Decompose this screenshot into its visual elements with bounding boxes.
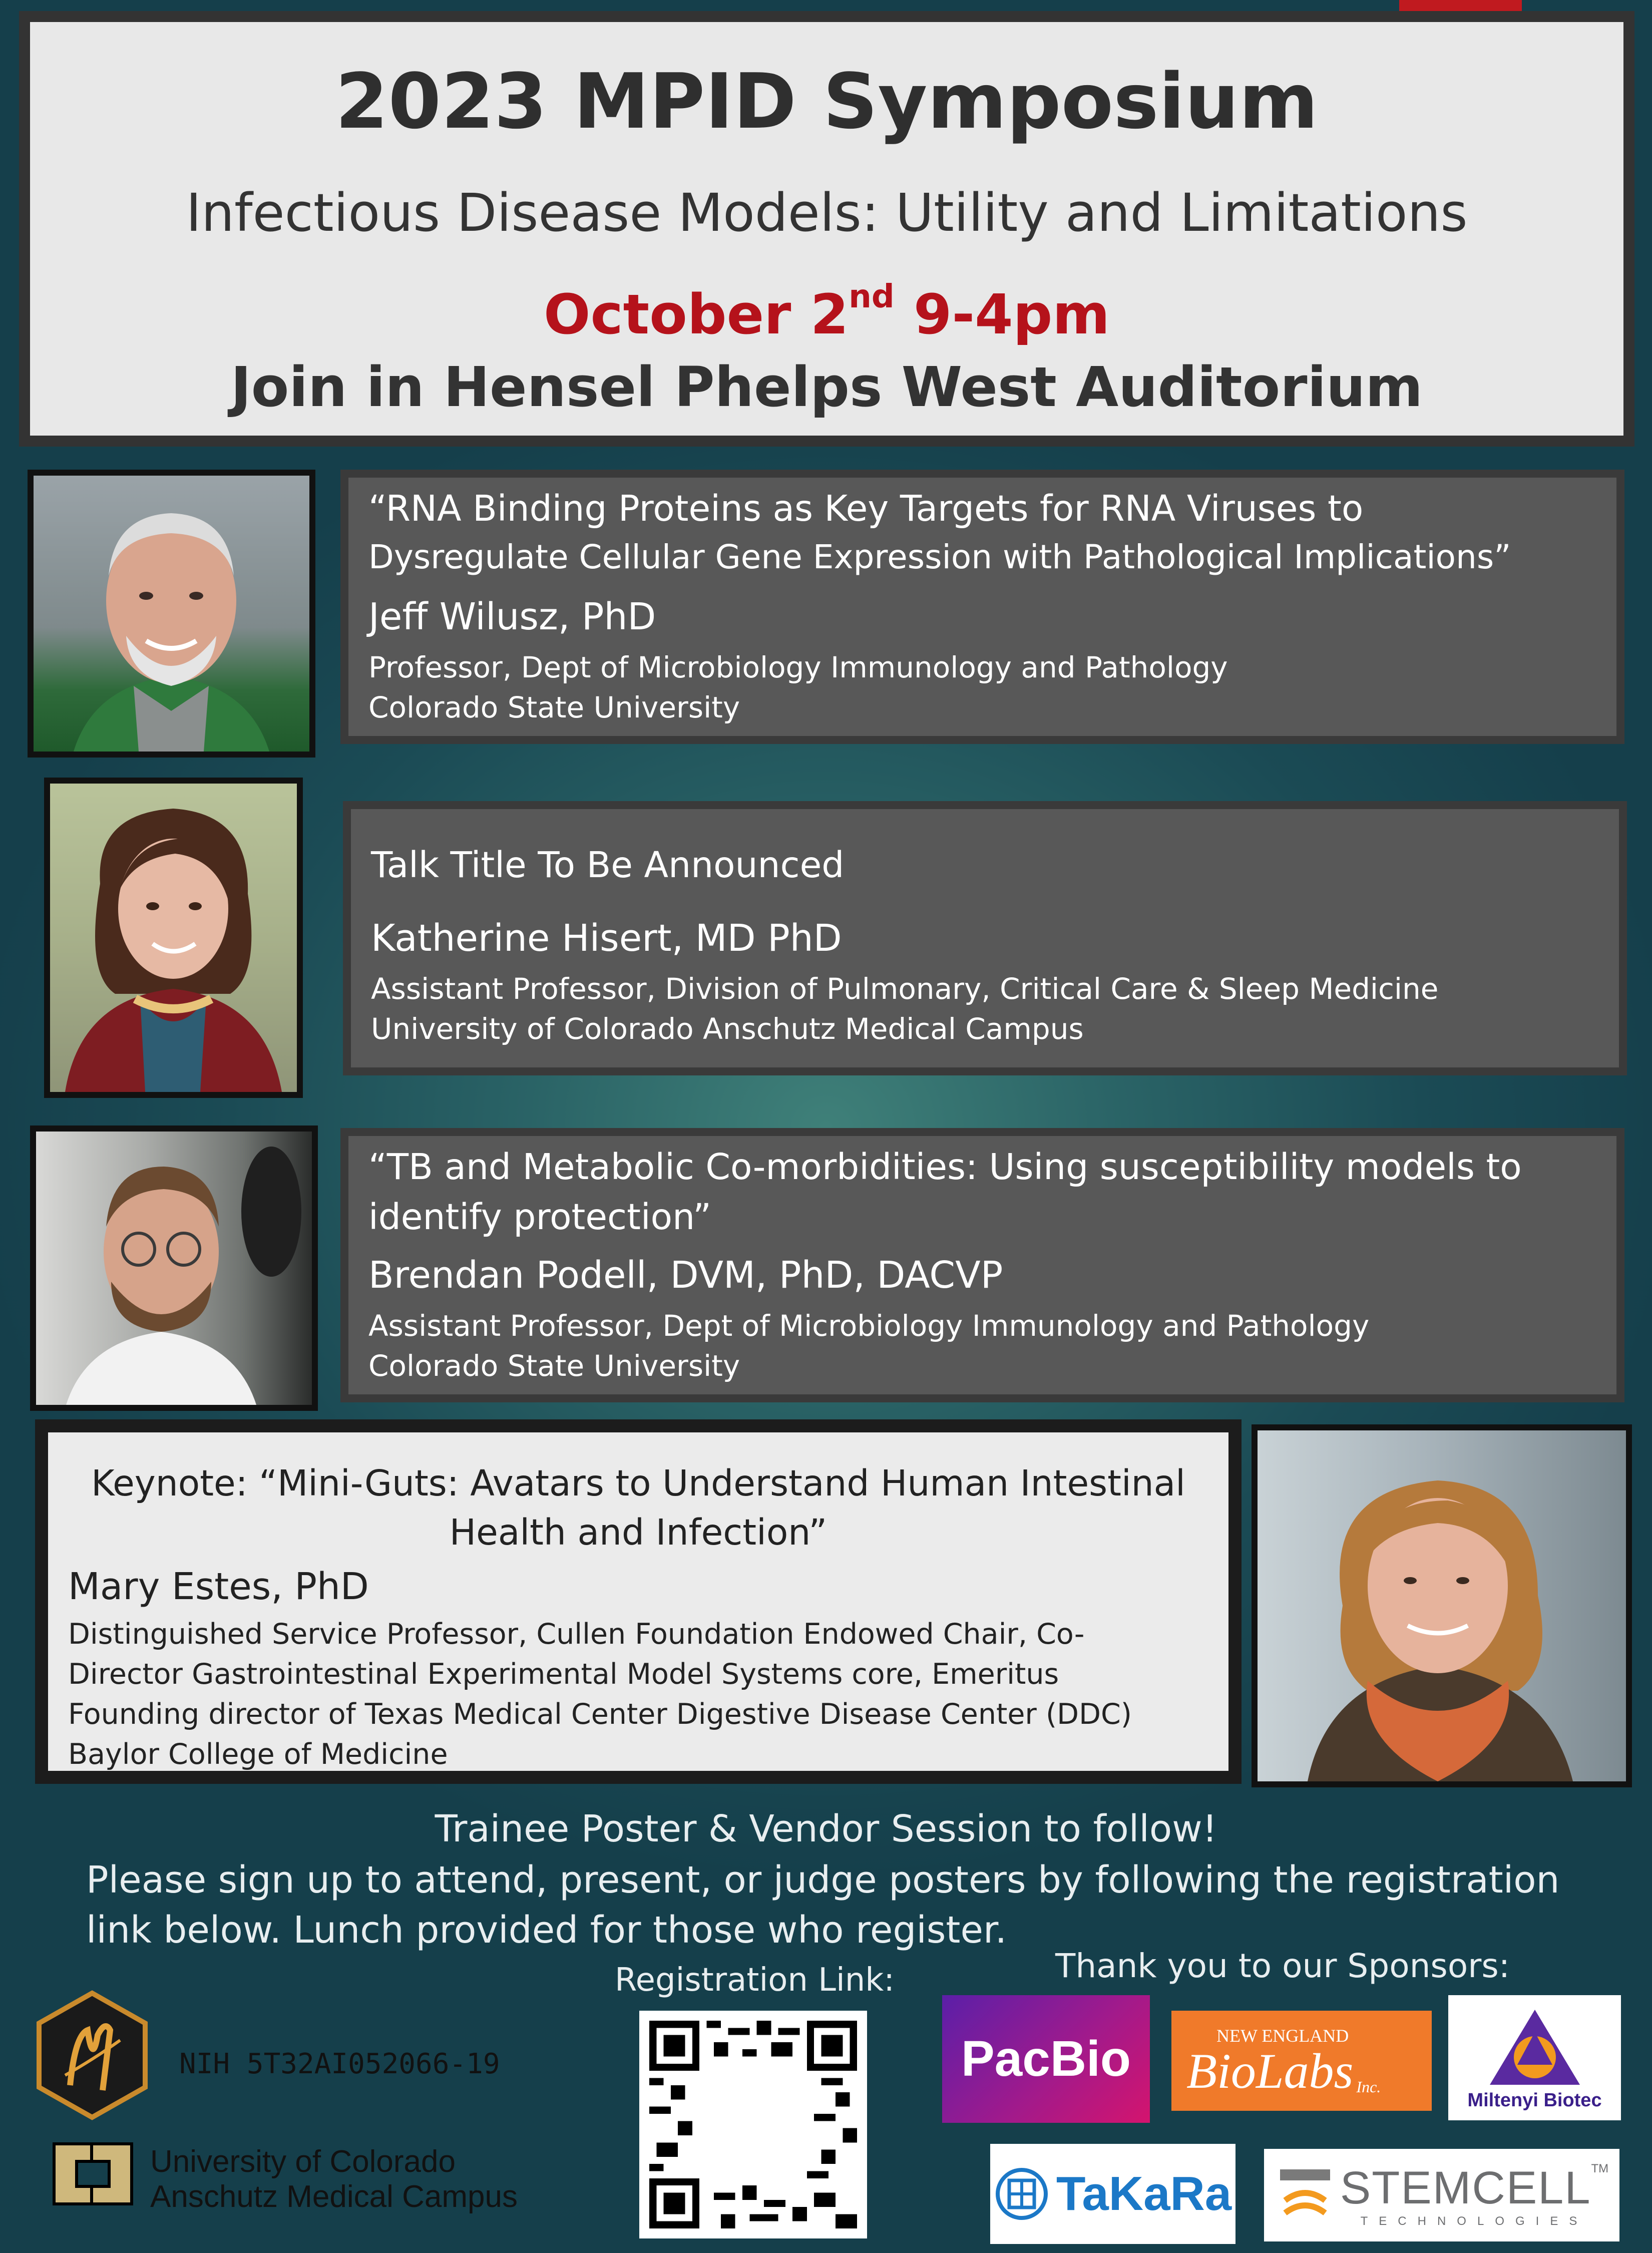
speaker-name: Katherine Hisert, MD PhD: [371, 917, 842, 960]
keynote-affiliation-line4: Baylor College of Medicine: [68, 1738, 448, 1771]
takara-logo: [990, 2144, 1235, 2244]
nih-grant-number: NIH 5T32AI052066-19: [179, 2048, 500, 2080]
speaker-affiliation-line1: Assistant Professor, Division of Pulmonary, Critical Care & Sleep Medicine: [371, 972, 1439, 1006]
speaker-box-podell: [340, 1128, 1624, 1402]
speaker-box-hisert: [343, 801, 1627, 1075]
speaker-box-wilusz: [340, 470, 1624, 744]
neb-logo-inc: Inc.: [1356, 2078, 1381, 2096]
cu-name-line1: University of Colorado: [150, 2144, 456, 2179]
date-time: 9-4pm: [894, 282, 1110, 346]
woman-portrait-icon: [1258, 1430, 1626, 1781]
pacbio-logo: [942, 1995, 1150, 2123]
stemcell-logo-text: STEMCELL: [1340, 2162, 1591, 2213]
speaker-affiliation-line2: Colorado State University: [368, 1349, 740, 1383]
woman-portrait-icon: [50, 784, 297, 1092]
mpid-hexagon-logo-icon: [35, 1990, 149, 2120]
sponsors-label: Thank you to our Sponsors:: [1055, 1947, 1510, 1985]
stemcell-emblem-icon: [1275, 2165, 1335, 2225]
talk-title-line1: “TB and Metabolic Co-morbidities: Using susceptibility models to: [368, 1146, 1522, 1188]
keynote-box: [35, 1419, 1242, 1784]
event-subtitle: Infectious Disease Models: Utility and Limitations: [186, 182, 1468, 243]
header-panel: [30, 22, 1623, 436]
takara-emblem-icon: [994, 2166, 1049, 2221]
signup-line1: Please sign up to attend, present, or judge posters by following the registration: [86, 1858, 1560, 1902]
poster-session-note: Trainee Poster & Vendor Session to follow!: [435, 1807, 1217, 1850]
man-portrait-icon: [34, 476, 309, 752]
signup-line2: link below. Lunch provided for those who register.: [86, 1909, 1007, 1952]
talk-title-line1: Talk Title To Be Announced: [371, 844, 845, 886]
talk-title-line2: identify protection”: [368, 1196, 711, 1238]
stemcell-logo: [1264, 2149, 1619, 2241]
event-location: Join in Hensel Phelps West Auditorium: [230, 355, 1423, 419]
takara-logo-text: TaKaRa: [1056, 2167, 1232, 2220]
speaker-photo-wilusz: [28, 470, 315, 758]
miltenyi-logo: [1448, 1995, 1621, 2120]
red-accent-tab: [1399, 0, 1522, 11]
speaker-affiliation-line1: Assistant Professor, Dept of Microbiology Immunology and Pathology: [368, 1309, 1370, 1343]
qr-code-icon: [649, 2021, 857, 2228]
keynote-affiliation-line1: Distinguished Service Professor, Cullen Foundation Endowed Chair, Co-: [68, 1618, 1085, 1651]
keynote-title-line1: Keynote: “Mini-Guts: Avatars to Understand Human Intestinal: [91, 1462, 1185, 1504]
miltenyi-logo-text: Miltenyi Biotec: [1467, 2089, 1602, 2111]
speaker-affiliation-line2: Colorado State University: [368, 690, 740, 724]
cu-monogram-icon: [49, 2134, 137, 2214]
mpid-logo: [35, 1990, 149, 2120]
keynote-affiliation-line2: Director Gastrointestinal Experimental Model Systems core, Emeritus: [68, 1658, 1059, 1691]
speaker-photo-hisert: [44, 778, 303, 1098]
neb-logo-top: NEW ENGLAND: [1216, 2026, 1349, 2046]
date-superscript: nd: [849, 278, 895, 315]
cu-logo: [49, 2134, 137, 2214]
talk-title-line2: Dysregulate Cellular Gene Expression with Pathological Implications”: [368, 538, 1511, 576]
talk-title-line1: “RNA Binding Proteins as Key Targets for RNA Viruses to: [368, 488, 1364, 529]
header-frame: [19, 11, 1634, 447]
event-date: [30, 278, 1623, 346]
man-portrait-icon: [36, 1132, 312, 1405]
registration-label: Registration Link:: [615, 1962, 895, 1999]
neb-logo: [1171, 2011, 1432, 2111]
speaker-affiliation-line1: Professor, Dept of Microbiology Immunology and Pathology: [368, 650, 1228, 684]
pacbio-logo-text: PacBio: [961, 2031, 1131, 2087]
keynote-title-line2: Health and Infection”: [449, 1512, 828, 1553]
cu-name-line2: Anschutz Medical Campus: [150, 2179, 518, 2214]
neb-logo-main: BioLabs: [1186, 2043, 1354, 2099]
speaker-affiliation-line2: University of Colorado Anschutz Medical Campus: [371, 1012, 1084, 1046]
miltenyi-triangle-icon: [1485, 2005, 1585, 2090]
keynote-affiliation-line3: Founding director of Texas Medical Center Digestive Disease Center (DDC): [68, 1698, 1132, 1731]
speaker-photo-estes: [1252, 1424, 1632, 1787]
keynote-speaker-name: Mary Estes, PhD: [68, 1565, 369, 1608]
stemcell-tm: TM: [1591, 2162, 1609, 2175]
registration-qr-code[interactable]: [639, 2011, 867, 2238]
stemcell-logo-sub: TECHNOLOGIES: [1360, 2214, 1588, 2228]
speaker-name: Jeff Wilusz, PhD: [368, 595, 656, 638]
date-main: October 2: [543, 282, 849, 346]
speaker-photo-podell: [30, 1125, 318, 1411]
event-title: 2023 MPID Symposium: [335, 57, 1319, 146]
speaker-name: Brendan Podell, DVM, PhD, DACVP: [368, 1254, 1003, 1297]
